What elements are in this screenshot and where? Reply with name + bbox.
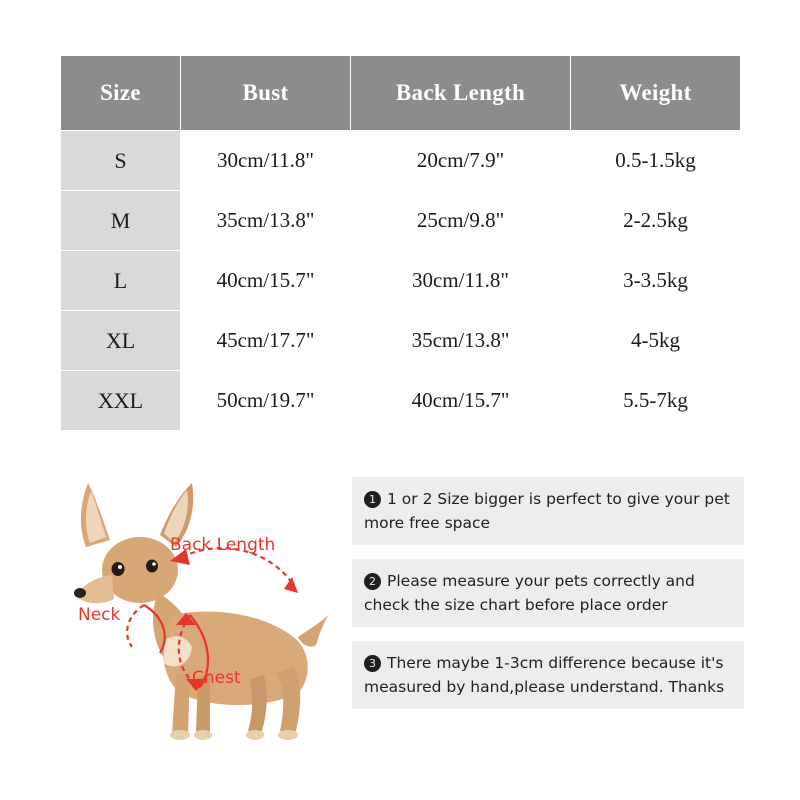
cell-size: L (61, 251, 181, 311)
column-header-size: Size (61, 56, 181, 131)
cell-weight: 2-2.5kg (571, 191, 741, 251)
size-chart-table (60, 55, 741, 431)
cell-size: M (61, 191, 181, 251)
note-item (352, 559, 744, 627)
label-neck: Neck (78, 605, 121, 625)
cell-weight: 0.5-1.5kg (571, 131, 741, 191)
cell-weight: 5.5-7kg (571, 371, 741, 431)
table-row (61, 131, 741, 191)
cell-back-length: 40cm/15.7" (351, 371, 571, 431)
column-header-weight: Weight (571, 56, 741, 131)
note-item (352, 477, 744, 545)
cell-bust: 35cm/13.8" (181, 191, 351, 251)
cell-bust: 30cm/11.8" (181, 131, 351, 191)
note-text: Please measure your pets correctly and check the size chart before place order (364, 572, 695, 615)
note-item (352, 641, 744, 709)
cell-back-length: 25cm/9.8" (351, 191, 571, 251)
note-number-badge: 1 (364, 491, 381, 508)
label-chest: Chest (192, 668, 241, 688)
cell-back-length: 30cm/11.8" (351, 251, 571, 311)
cell-bust: 40cm/15.7" (181, 251, 351, 311)
cell-weight: 3-3.5kg (571, 251, 741, 311)
cell-size: XL (61, 311, 181, 371)
cell-back-length: 35cm/13.8" (351, 311, 571, 371)
cell-bust: 50cm/19.7" (181, 371, 351, 431)
label-back-length: Back Length (170, 535, 276, 555)
lower-section (0, 455, 800, 785)
cell-weight: 4-5kg (571, 311, 741, 371)
note-number-badge: 2 (364, 573, 381, 590)
note-text: There maybe 1-3cm difference because it's measured by hand,please understand. Thanks (364, 654, 725, 697)
column-header-bust: Bust (181, 56, 351, 131)
dog-measurement-diagram (40, 465, 340, 765)
note-number-badge: 3 (364, 655, 381, 672)
cell-bust: 45cm/17.7" (181, 311, 351, 371)
cell-size: XXL (61, 371, 181, 431)
table-row (61, 251, 741, 311)
table-row (61, 371, 741, 431)
cell-back-length: 20cm/7.9" (351, 131, 571, 191)
table-row (61, 311, 741, 371)
column-header-back-length: Back Length (351, 56, 571, 131)
note-text: 1 or 2 Size bigger is perfect to give your pet more free space (364, 490, 730, 533)
cell-size: S (61, 131, 181, 191)
table-header-row (61, 56, 741, 131)
table-row (61, 191, 741, 251)
notes-list (352, 477, 744, 723)
